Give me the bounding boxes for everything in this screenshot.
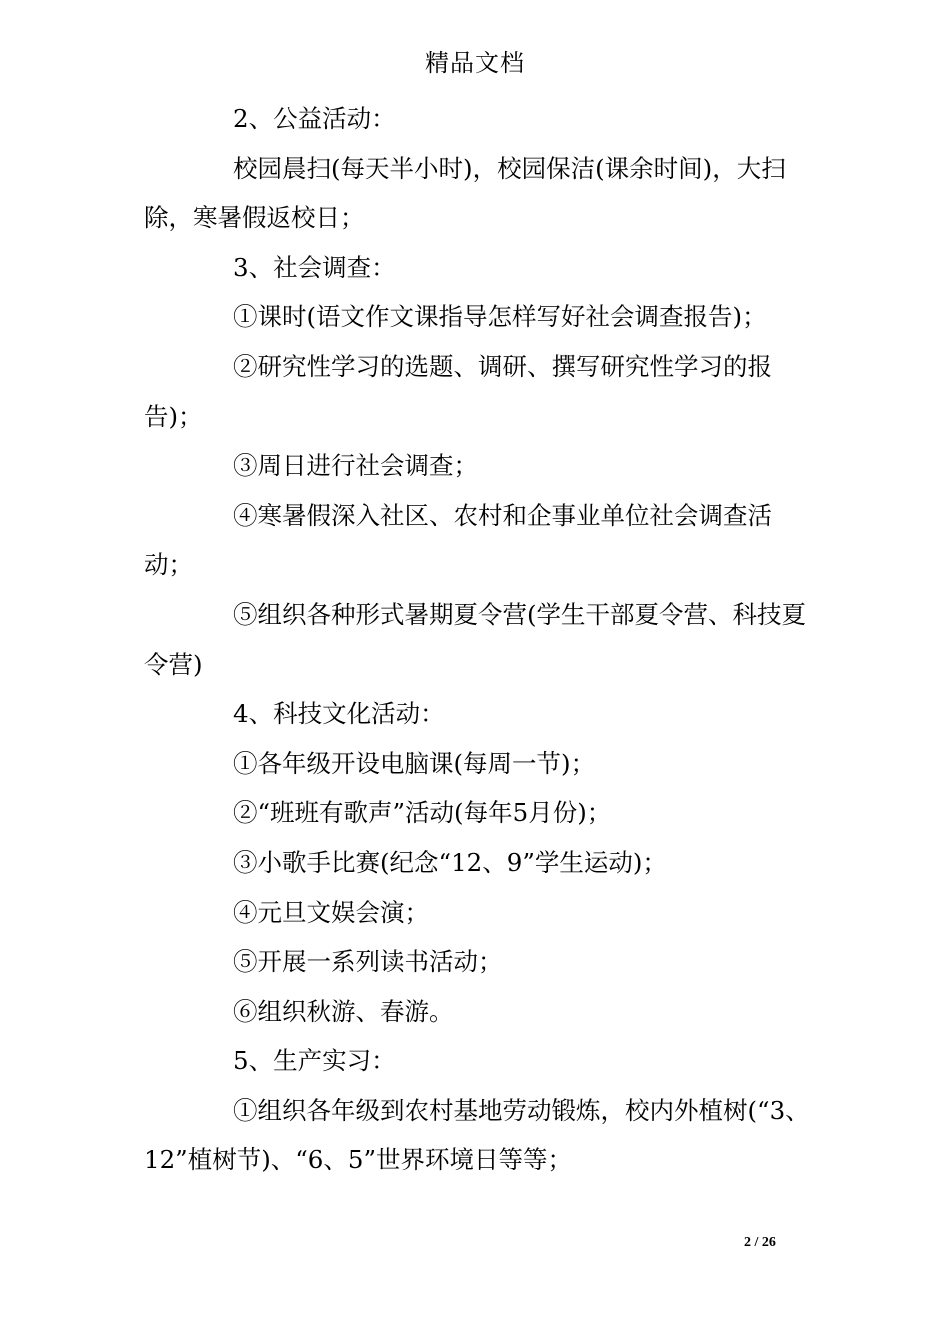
section-heading-social-survey: 3、社会调查： — [233, 252, 396, 282]
list-item: ②“班班有歌声”活动(每年5月份)； — [233, 798, 612, 828]
list-item: ①各年级开设电脑课(每周一节)； — [233, 748, 596, 778]
list-item: ④元旦文娱会演； — [233, 897, 429, 927]
list-item: ⑤开展一系列读书活动； — [233, 947, 503, 977]
page-header-title: 精品文档 — [425, 49, 525, 77]
page-number: 2 / 26 — [744, 1235, 776, 1250]
list-item: ⑥组织秋游、春游。 — [233, 996, 454, 1026]
section-heading-production-practice: 5、生产实习： — [233, 1046, 396, 1076]
section-heading-public-welfare: 2、公益活动： — [233, 104, 396, 133]
list-item: ⑤组织各种形式暑期夏令营(学生干部夏令营、科技夏令营) — [144, 599, 807, 679]
list-item: ③周日进行社会调查； — [233, 451, 478, 481]
list-item: ①组织各年级到农村基地劳动锻炼，校内外植树(“3、12”植树节)、“6、5”世界环境日等等； — [144, 1095, 810, 1175]
section-heading-tech-culture: 4、科技文化活动： — [233, 699, 445, 729]
document-body — [144, 94, 814, 1185]
list-item: ②研究性学习的选题、调研、撰写研究性学习的报告)； — [144, 351, 772, 431]
paragraph: 校园晨扫(每天半小时)，校园保洁(课余时间)，大扫除，寒暑假返校日； — [144, 153, 786, 233]
list-item: ①课时(语文作文课指导怎样写好社会调查报告)； — [233, 302, 767, 332]
list-item: ③小歌手比赛(纪念“12、9”学生运动)； — [233, 847, 667, 877]
list-item: ④寒暑假深入社区、农村和企事业单位社会调查活动； — [144, 500, 772, 580]
